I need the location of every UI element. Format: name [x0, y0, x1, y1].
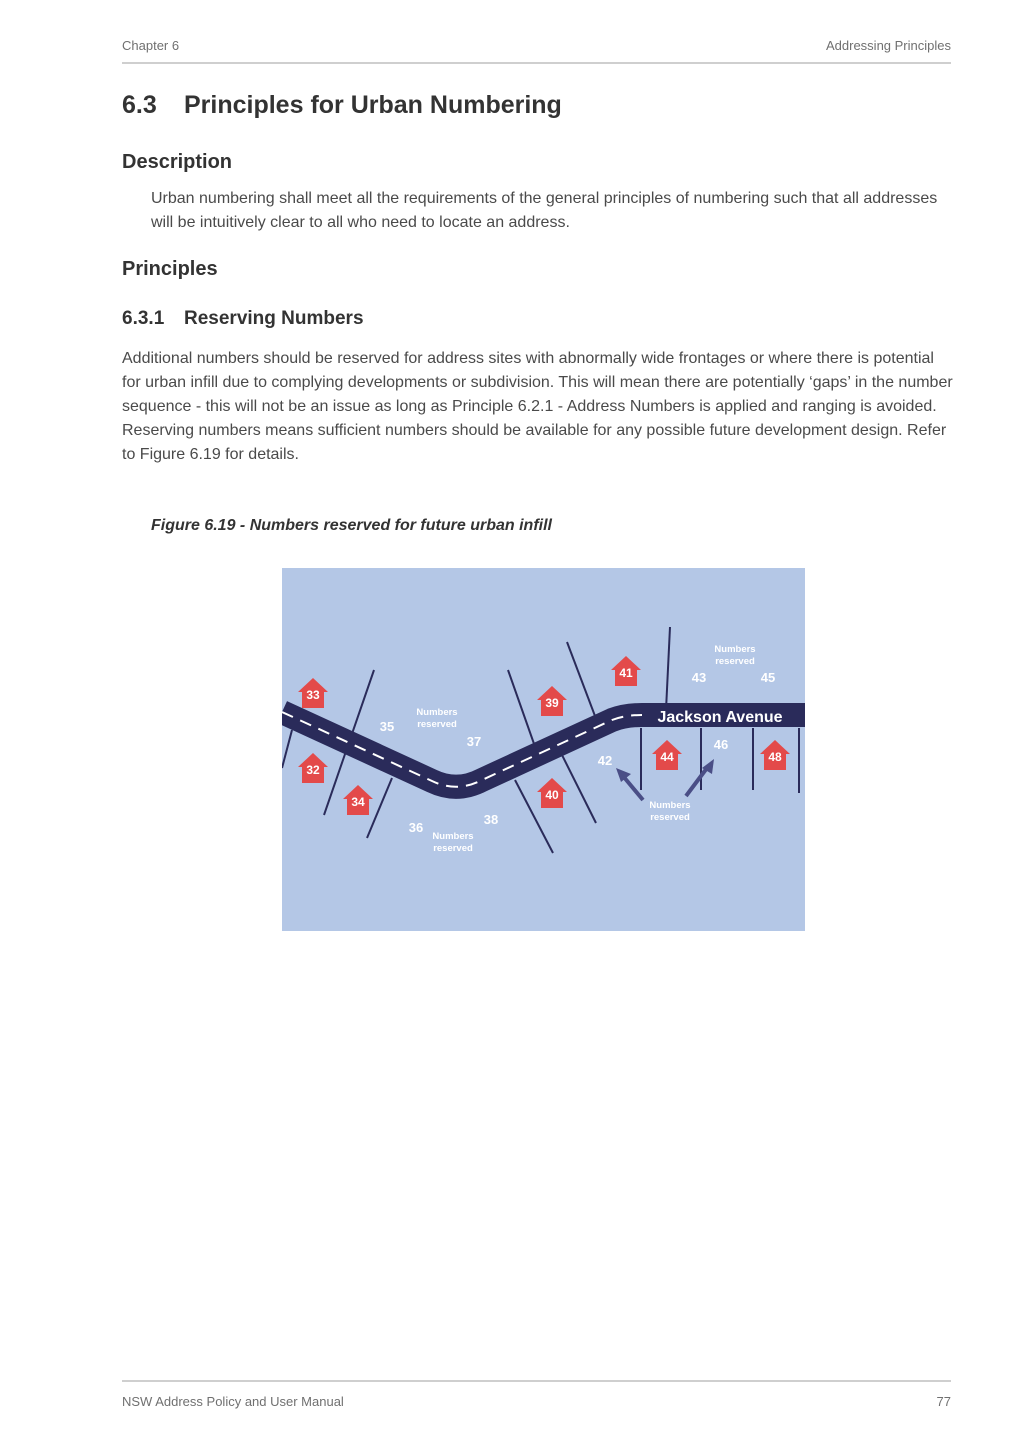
- house-number: 40: [545, 788, 559, 802]
- street-numbering-diagram: [282, 568, 805, 931]
- page-number: 77: [936, 1394, 951, 1409]
- house-number: 48: [768, 750, 782, 764]
- chapter-label: Chapter 6: [122, 38, 180, 53]
- subsection-title-text: Reserving Numbers: [184, 308, 364, 329]
- lot-number: 37: [466, 734, 482, 749]
- numbers-reserved-label: Numbers: [714, 644, 756, 655]
- lot-number: 42: [597, 753, 613, 768]
- numbers-reserved-label: reserved: [650, 812, 690, 823]
- principles-heading: Principles: [122, 258, 218, 280]
- figure-6-19: [282, 568, 805, 931]
- lot-number: 45: [760, 670, 776, 685]
- page-footer: [122, 1380, 951, 1409]
- section-title-text: Principles for Urban Numbering: [184, 91, 562, 119]
- lot-number: 46: [713, 737, 729, 752]
- numbers-reserved-label: reserved: [417, 719, 457, 730]
- numbers-reserved-label: Numbers: [649, 800, 691, 811]
- house-number: 41: [619, 666, 633, 680]
- figure-caption: Figure 6.19 - Numbers reserved for future urban infill: [151, 517, 552, 534]
- house-number: 34: [351, 795, 365, 809]
- subsection-title: [122, 308, 364, 330]
- section-number: 6.3: [122, 91, 157, 119]
- manual-title: NSW Address Policy and User Manual: [122, 1394, 344, 1409]
- subsection-text: Additional numbers should be reserved for address sites with abnormally wide frontages or where there is potential for urban infill due to complying developments or subdivision. This will mean there are potentially ‘gaps’ in the number sequence - this will not be an issue as long as Principle 6.2.1 - Address Numbers is applied and ranging is avoided. Reserving numbers means sufficient numbers should be available for any possible future development design. Refer to Figure 6.19 for details.: [122, 350, 953, 463]
- numbers-reserved-label: reserved: [433, 843, 473, 854]
- street-name-label: Jackson Avenue: [657, 709, 783, 726]
- section-label: Addressing Principles: [825, 38, 951, 53]
- section-title: [122, 91, 562, 120]
- lot-number: 43: [691, 670, 707, 685]
- page-header: [122, 38, 951, 64]
- lot-number: 36: [408, 820, 424, 835]
- house-number: 32: [306, 763, 320, 777]
- house-number: 44: [660, 750, 674, 764]
- lot-number: 38: [483, 812, 499, 827]
- subsection-number: 6.3.1: [122, 308, 165, 329]
- house-number: 33: [306, 688, 320, 702]
- description-text: Urban numbering shall meet all the requirements of the general principles of numbering such that all addresses will be intuitively clear to all who need to locate an address.: [151, 190, 938, 231]
- house-number: 39: [545, 696, 559, 710]
- description-heading: Description: [122, 151, 233, 173]
- numbers-reserved-label: Numbers: [416, 707, 458, 718]
- lot-number: 35: [379, 719, 395, 734]
- numbers-reserved-label: Numbers: [432, 831, 474, 842]
- numbers-reserved-label: reserved: [715, 656, 755, 667]
